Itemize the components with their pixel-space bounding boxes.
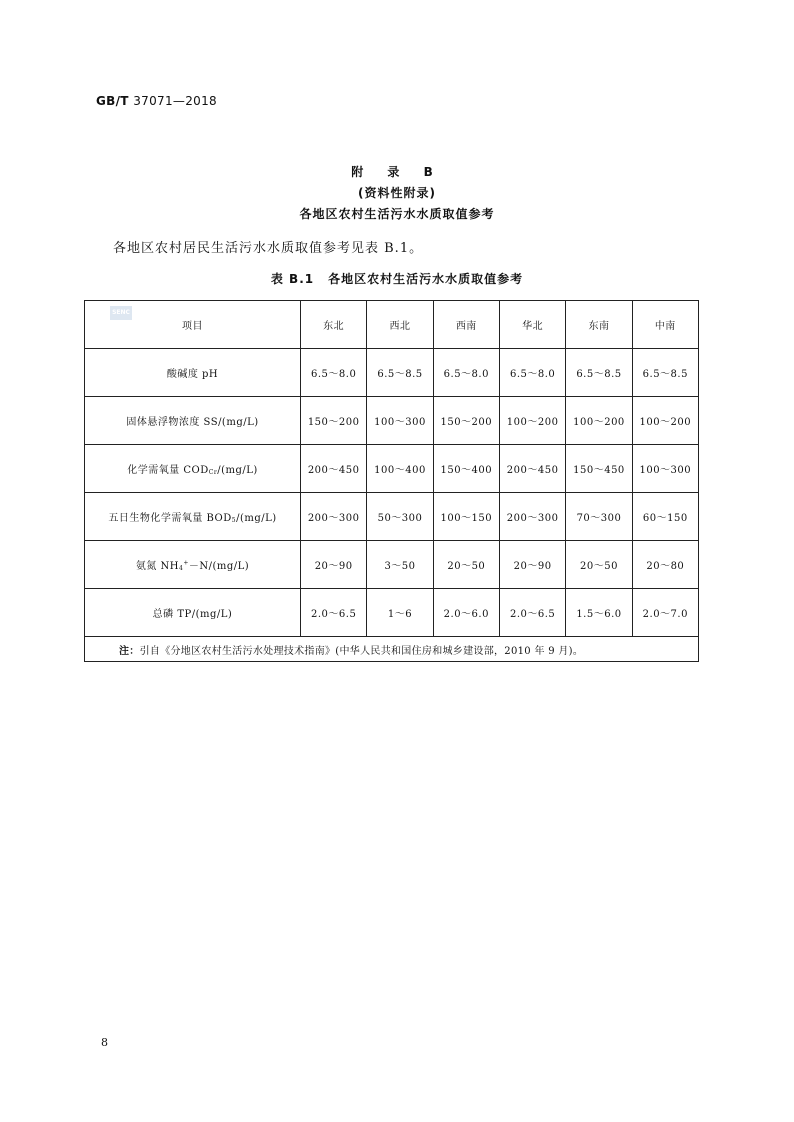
table-row-ph bbox=[85, 349, 699, 397]
table-note bbox=[85, 637, 699, 662]
header-northwest: 西北 bbox=[367, 301, 433, 349]
page-number: 8 bbox=[101, 1036, 108, 1049]
cell-value: 200～300 bbox=[301, 493, 367, 541]
cell-value: 150～400 bbox=[433, 445, 499, 493]
cell-value: 20～50 bbox=[566, 541, 632, 589]
header-item: 项目 bbox=[85, 301, 301, 349]
cell-value: 200～300 bbox=[499, 493, 565, 541]
header-northeast: 东北 bbox=[301, 301, 367, 349]
table-row-tp bbox=[85, 589, 699, 637]
appendix-type: (资料性附录) bbox=[358, 186, 436, 200]
cell-value: 6.5～8.0 bbox=[433, 349, 499, 397]
cell-value: 6.5～8.5 bbox=[632, 349, 698, 397]
cell-value: 150～450 bbox=[566, 445, 632, 493]
cell-value: 20～50 bbox=[433, 541, 499, 589]
table-caption-title: 各地区农村生活污水水质取值参考 bbox=[328, 272, 524, 286]
cell-value: 200～450 bbox=[499, 445, 565, 493]
cell-value: 2.0～7.0 bbox=[632, 589, 698, 637]
table-note-row bbox=[85, 637, 699, 662]
cell-value: 200～450 bbox=[301, 445, 367, 493]
header-southwest: 西南 bbox=[433, 301, 499, 349]
appendix-name: 各地区农村生活污水水质取值参考 bbox=[299, 207, 495, 221]
standard-code bbox=[96, 94, 217, 108]
cell-value: 6.5～8.5 bbox=[367, 349, 433, 397]
table-row-ss bbox=[85, 397, 699, 445]
cell-value: 60～150 bbox=[632, 493, 698, 541]
row-label: 五日生物化学需氧量 $BOD_5/(mg/L)$ bbox=[85, 493, 301, 541]
header-central-south: 中南 bbox=[632, 301, 698, 349]
table-header-row bbox=[85, 301, 699, 349]
cell-value: 20～80 bbox=[632, 541, 698, 589]
row-label: 化学需氧量 $COD_{Cr}/(mg/L)$ bbox=[85, 445, 301, 493]
header-southeast: 东南 bbox=[566, 301, 632, 349]
appendix-title: 附 录 B bbox=[351, 165, 443, 179]
header-north: 华北 bbox=[499, 301, 565, 349]
table-caption bbox=[0, 270, 794, 287]
standard-code-number: 37071—2018 bbox=[133, 94, 217, 108]
cell-value: 6.5～8.5 bbox=[566, 349, 632, 397]
cell-value: 20～90 bbox=[301, 541, 367, 589]
row-label: 氨氮 $NH_4^+-N/(mg/L)$ bbox=[85, 541, 301, 589]
cell-value: 50～300 bbox=[367, 493, 433, 541]
cell-value: 100～150 bbox=[433, 493, 499, 541]
table-caption-number: 表 B.1 bbox=[270, 272, 315, 286]
cell-value: 100～200 bbox=[632, 397, 698, 445]
cell-value: 20～90 bbox=[499, 541, 565, 589]
cell-value: 70～300 bbox=[566, 493, 632, 541]
cell-value: 100～200 bbox=[566, 397, 632, 445]
cell-value: 100～300 bbox=[632, 445, 698, 493]
table-row-nh4 bbox=[85, 541, 699, 589]
standard-code-prefix: GB/T bbox=[96, 94, 129, 108]
cell-value: 3～50 bbox=[367, 541, 433, 589]
intro-paragraph: 各地区农村居民生活污水水质取值参考见表 B.1。 bbox=[113, 241, 424, 256]
water-quality-table bbox=[84, 300, 699, 662]
row-label: 总磷 TP/(mg/L) bbox=[85, 589, 301, 637]
cell-value: 1.5～6.0 bbox=[566, 589, 632, 637]
table-row-cod bbox=[85, 445, 699, 493]
cell-value: 1～6 bbox=[367, 589, 433, 637]
cell-value: 2.0～6.0 bbox=[433, 589, 499, 637]
cell-value: 150～200 bbox=[301, 397, 367, 445]
cell-value: 100～200 bbox=[499, 397, 565, 445]
cell-value: 100～300 bbox=[367, 397, 433, 445]
cell-value: 6.5～8.0 bbox=[499, 349, 565, 397]
cell-value: 2.0～6.5 bbox=[301, 589, 367, 637]
note-text: 引自《分地区农村生活污水处理技术指南》(中华人民共和国住房和城乡建设部，2010 年 9 月)。 bbox=[139, 645, 584, 657]
cell-value: 2.0～6.5 bbox=[499, 589, 565, 637]
table-row-bod bbox=[85, 493, 699, 541]
note-label: 注： bbox=[119, 645, 140, 657]
row-label: 酸碱度 pH bbox=[85, 349, 301, 397]
cell-value: 6.5～8.0 bbox=[301, 349, 367, 397]
cell-value: 150～200 bbox=[433, 397, 499, 445]
row-label: 固体悬浮物浓度 SS/(mg/L) bbox=[85, 397, 301, 445]
watermark-stamp: SENC bbox=[110, 306, 132, 320]
cell-value: 100～400 bbox=[367, 445, 433, 493]
